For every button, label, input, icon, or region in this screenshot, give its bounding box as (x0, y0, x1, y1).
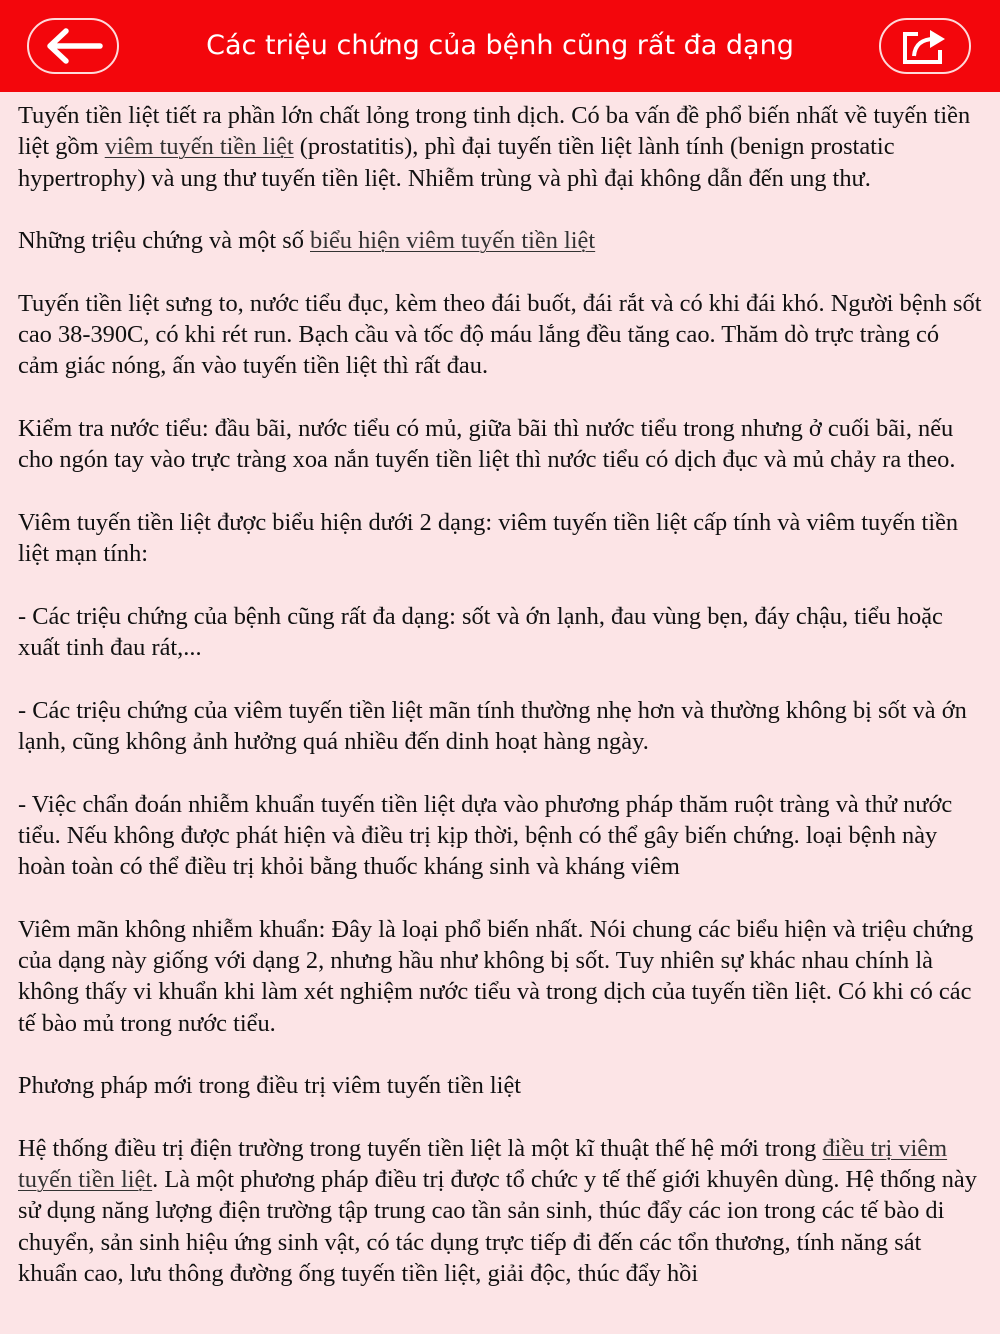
paragraph-swelling: Tuyến tiền liệt sưng to, nước tiểu đục, kèm theo đái buốt, đái rắt và có khi đái khó. Người bệnh sốt cao 38-390C, có khi rét run. Bạch cầu và tốc độ máu lắng đều tăng cao. Thăm dò trực tràng có cảm giác nóng, ấn vào tuyến tiền liệt thì rất đau. (18, 289, 982, 380)
paragraph-symptoms-heading: Những triệu chứng và một số biểu hiện viêm tuyến tiền liệt (18, 227, 596, 255)
paragraph-acute: - Các triệu chứng của bệnh cũng rất đa dạng: sốt và ớn lạnh, đau vùng bẹn, đáy chậu, tiểu hoặc xuất tinh đau rát,... (18, 602, 943, 662)
arrow-left-icon (42, 26, 104, 66)
top-bar (0, 0, 1000, 92)
paragraph-diagnosis: - Việc chẩn đoán nhiễm khuẩn tuyến tiền liệt dựa vào phương pháp thăm ruột tràng và thử nước tiểu. Nếu không được phát hiện và điều trị kịp thời, bệnh có thể gây biến chứng. loại bệnh này hoàn toàn có thể điều trị khỏi bằng thuốc kháng sinh và kháng viêm (18, 790, 953, 881)
link-bieu-hien-viem-tuyen-tien-liet[interactable]: biểu hiện viêm tuyến tiền liệt (310, 227, 596, 255)
page-title: Các triệu chứng của bệnh cũng rất đa dạng (206, 30, 794, 61)
link-viem-tuyen-tien-liet[interactable]: viêm tuyến tiền liệt (104, 133, 294, 161)
paragraph-intro: Tuyến tiền liệt tiết ra phần lớn chất lỏng trong tinh dịch. Có ba vấn đề phổ biến nhất về tuyến tiền liệt gồm viêm tuyến tiền liệt (prostatitis), phì đại tuyến tiền liệt lành tính (benign prostatic hypertrophy) và ung thư tuyến tiền liệt. Nhiễm trùng và phì đại không dẫn đến ung thư. (18, 102, 971, 192)
back-button[interactable] (27, 18, 119, 74)
share-icon (900, 26, 950, 66)
paragraph-non-bacterial: Viêm mãn không nhiễm khuẩn: Đây là loại phổ biến nhất. Nói chung các biểu hiện và triệu chứng của dạng này giống với dạng 2, nhưng hầu như không bị sốt. Tuy nhiên sự khác nhau chính là không thấy vi khuẩn khi làm xét nghiệm nước tiểu và trong dịch của tuyến tiền liệt. Có khi có các tế bào mủ trong nước tiểu. (18, 915, 974, 1037)
share-button[interactable] (879, 18, 971, 74)
paragraph-two-forms: Viêm tuyến tiền liệt được biểu hiện dưới 2 dạng: viêm tuyến tiền liệt cấp tính và viêm tuyến tiền liệt mạn tính: (18, 508, 959, 568)
link-dieu-tri-viem-tuyen-tien-liet[interactable]: điều trị viêm tuyến tiền liệt (18, 1134, 948, 1194)
paragraph-chronic: - Các triệu chứng của viêm tuyến tiền liệt mãn tính thường nhẹ hơn và thường không bị sốt và ớn lạnh, cũng không ảnh hưởng quá nhiều đến dinh hoạt hàng ngày. (18, 696, 967, 755)
paragraph-electric-field-therapy: Hệ thống điều trị điện trường trong tuyến tiền liệt là một kĩ thuật thế hệ mới trong điều trị viêm tuyến tiền liệt. Là một phương pháp điều trị được tổ chức y tế thế giới khuyên dùng. Hệ thống này sử dụng năng lượng điện trường tập trung cao tần sản sinh, thúc đẩy các ion trong các tế bào di chuyển, sản sinh hiệu ứng sinh vật, có tác dụng trực tiếp đi đến các tổn thương, tính năng sát khuẩn cao, lưu thông đường ống tuyến tiền liệt, giải độc, thúc đẩy hồi (18, 1134, 977, 1287)
paragraph-new-method-heading: Phương pháp mới trong điều trị viêm tuyến tiền liệt (18, 1072, 522, 1100)
article-body (18, 100, 982, 1334)
paragraph-urine-test: Kiểm tra nước tiểu: đầu bãi, nước tiểu có mủ, giữa bãi thì nước tiểu trong nhưng ở cuối bãi, nếu cho ngón tay vào trực tràng xoa nắn tuyến tiền liệt thì nước tiểu có dịch đục và mủ chảy ra theo. (18, 414, 956, 474)
